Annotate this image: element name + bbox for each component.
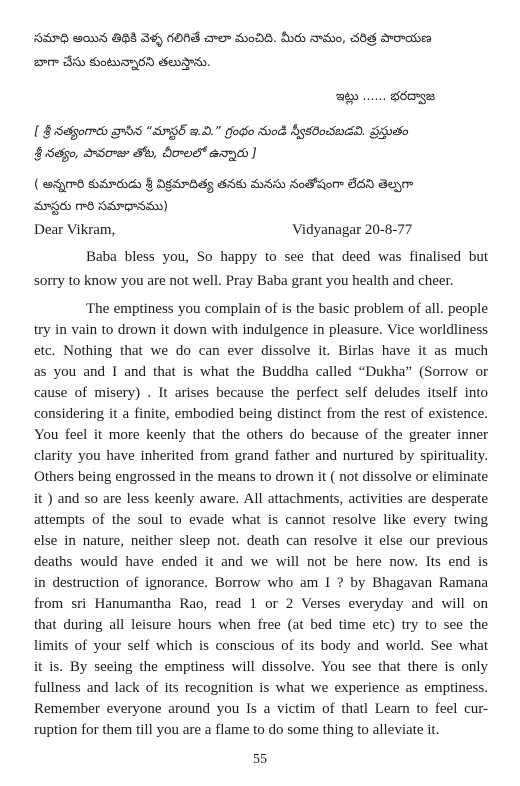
paragraph-2-line: considering it a finite, embodied being distinct from the rest of existence.: [34, 406, 488, 422]
paragraph-2-line: etc. Nothing that we do can ever dissolve it. Birlas have it as much: [34, 343, 488, 359]
paragraph-2-line: deaths would have ended it and we will not be here now. Its end is: [34, 554, 488, 570]
telugu-line-1: సమాధి అయిన తిథికి వెళ్ళ గలిగితే చాలా మంచిది. మీరు నామం, చరిత్ర పారాయణ: [34, 30, 432, 45]
editor-note-1-line-1: [ శ్రీ నత్యంగారు వ్రాసిన “మాస్టర్ ఇ.వి.” గ్రంథం నుండి స్వీకరించబడవి. ప్రస్తుతం: [34, 123, 408, 138]
paragraph-2-line: attempts of the soul to evade what is cannot resolve like every twing: [34, 512, 488, 528]
paragraph-2-line: Remember everyone around you Is a victim of thatl Learn to feel cur-: [34, 701, 488, 717]
paragraph-2-line: in destruction of ignorance. Borrow who am I ? by Bhagavan Ramana: [34, 575, 488, 591]
paragraph-2-line: that during all leisure hours when free (at bed time etc) try to see the: [34, 617, 488, 633]
salutation: Dear Vikram,: [34, 222, 116, 238]
paragraph-2-line: try in vain to drown it down with indulgence in pleasure. Vice worldliness: [34, 322, 488, 338]
paragraph-2-line: as you and I and that is what the Buddha called “Dukha” (Sorrow or: [34, 364, 488, 380]
editor-note-1-line-2: శ్రీ నత్యం, పావరాజు తోట, చీరాలలో ఉన్నారు ]: [34, 145, 257, 160]
paragraph-2-line: ruption for them till you are a flame to do some thing to alleviate it.: [34, 722, 440, 738]
paragraph-2-line: Others being engrossed in the means to drown it ( not dissolve or eliminate: [34, 469, 488, 485]
paragraph-2-line: fullness and lack of its recognition is what we experience as emptiness.: [34, 680, 488, 696]
paragraph-2-line: The emptiness you complain of is the basic problem of all. people: [86, 301, 488, 317]
paragraph-2-line: clarity you have inherited from grand father and nurtured by spirituality.: [34, 448, 488, 464]
telugu-line-2: బాగా చేసు కుంటున్నారని తలుస్తాను.: [34, 54, 211, 69]
paragraph-1-line: Baba bless you, So happy to see that deed was finalised but: [86, 249, 488, 265]
paragraph-2-line: it is. By seeing the emptiness will dissolve. You see that there is only: [34, 659, 488, 675]
editor-note-2-line-1: ( అన్నగారి కుమారుడు శ్రీ విక్రమాదిత్య తనకు మనసు నంతోషంగా లేదని తెల్పగా: [34, 176, 414, 191]
paragraph-2-line: You feel it more keenly that the others do because of the greater inner: [34, 427, 488, 443]
signature: ఇట్లు ...... భరద్వాజ: [336, 88, 436, 103]
paragraph-2-line: else in nature, neither sleep not. death can resolve it else our previous: [34, 533, 488, 549]
paragraph-2-line: cause of misery) . It arises because the perfect self deludes itself into: [34, 385, 488, 401]
paragraph-2-line: limits of your self which is conscious of its body and world. See what: [34, 638, 488, 654]
letter-header: [34, 222, 488, 239]
paragraph-1-line: sorry to know you are not well. Pray Baba grant you health and cheer.: [34, 273, 454, 289]
place-date: Vidyanagar 20-8-77: [292, 222, 413, 238]
paragraph-2-line: from sri Hanumantha Rao, read 1 or 2 Verses everyday and will on: [34, 596, 488, 612]
paragraph-2-line: it ) and so are less keenly aware. All attachments, activities are desperate: [34, 491, 488, 507]
editor-note-2-line-2: మాస్టరు గారి సమాధానము): [34, 198, 169, 213]
page-number: 55: [253, 752, 267, 767]
